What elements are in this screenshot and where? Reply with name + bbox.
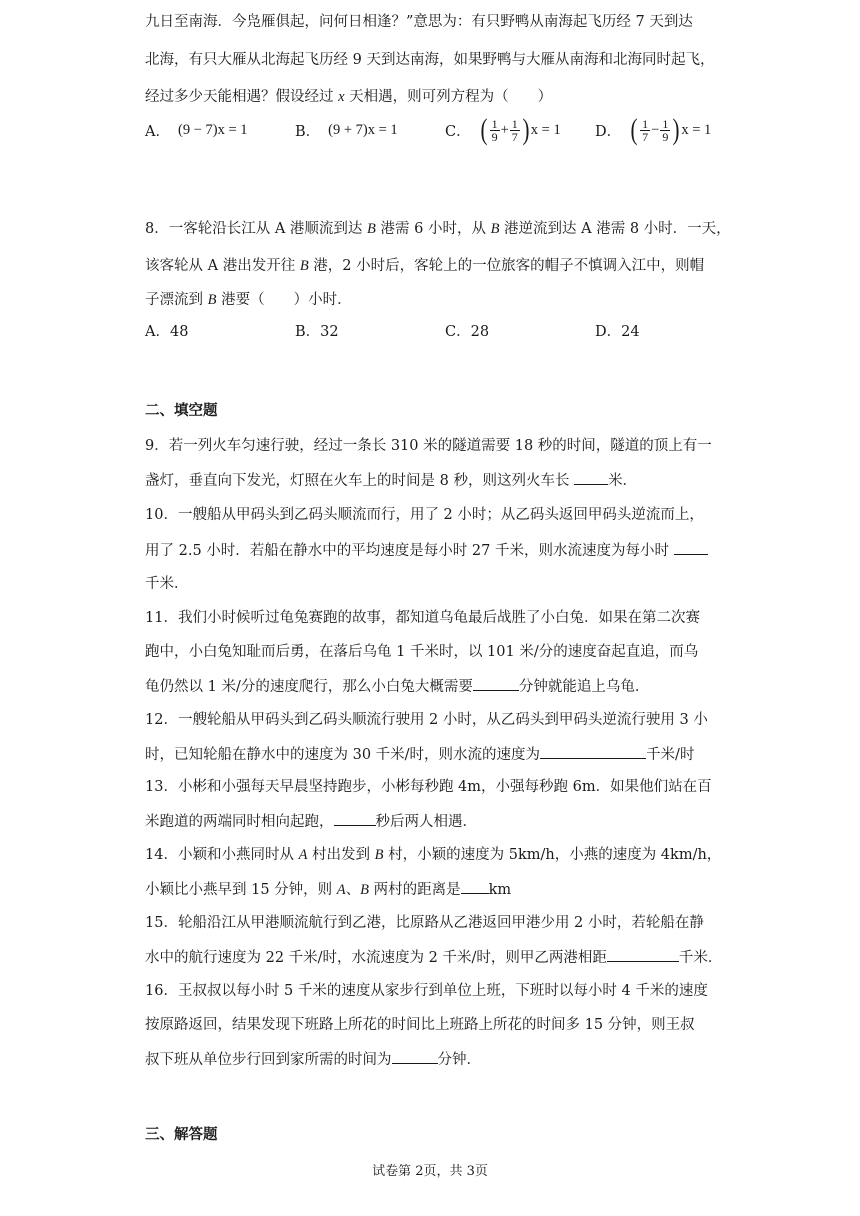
q10-line-1: 10．一艘船从甲码头到乙码头顺流而行，用了 2 小时；从乙码头返回甲码头逆流而上， bbox=[145, 507, 704, 523]
q12-answer-blank[interactable] bbox=[540, 744, 646, 759]
q13-answer-blank[interactable] bbox=[334, 811, 376, 826]
q8-line-2: 该客轮从 A 港出发开往 B 港，2 小时后，客轮上的一位旅客的帽子不慎调入江中，则帽 bbox=[145, 258, 705, 274]
q9-line-1: 9．若一列火车匀速行驶，经过一条长 310 米的隧道需要 18 秒的时间，隧道的顶上有一 bbox=[145, 438, 712, 454]
q13-line-2: 米跑道的两端同时相向起跑， 秒后两人相遇． bbox=[145, 811, 725, 832]
q8-line-3: 子漂流到 B 港要（ ）小时． bbox=[145, 292, 352, 308]
q8-option-b[interactable]: B．32 bbox=[295, 323, 339, 340]
q7-option-b[interactable]: B． (9 + 7)x = 1 bbox=[295, 121, 398, 140]
q14-answer-blank[interactable] bbox=[461, 879, 489, 894]
section-heading-solutions: 三、解答题 bbox=[145, 1126, 218, 1143]
q14-line-1: 14．小颖和小燕同时从 A 村出发到 B 村，小颖的速度为 5km/h，小燕的速度为 4km/h， bbox=[145, 847, 722, 863]
q7-line-1: 九日至南海．今凫雁俱起，问何日相逢？”意思为：有只野鸭从南海起飞历经 7 天到达 bbox=[145, 14, 693, 30]
q9-line-2: 盏灯，垂直向下发光，灯照在火车上的时间是 8 秒，则这列火车长 米． bbox=[145, 470, 725, 491]
q8-option-c[interactable]: C．28 bbox=[445, 323, 490, 340]
q10-line-2: 用了 2.5 小时．若船在静水中的平均速度是每小时 27 千米，则水流速度为每小时 bbox=[145, 540, 725, 561]
q15-answer-blank[interactable] bbox=[607, 947, 679, 962]
q12-line-1: 12．一艘轮船从甲码头到乙码头顺流行驶用 2 小时，从乙码头到甲码头逆流行驶用 3 小 bbox=[145, 712, 708, 728]
q11-line-1: 11．我们小时候听过龟兔赛跑的故事，都知道乌龟最后战胜了小白兔．如果在第二次赛 bbox=[145, 610, 700, 626]
q16-answer-blank[interactable] bbox=[392, 1049, 438, 1064]
q10-answer-blank[interactable] bbox=[674, 540, 708, 555]
q11-answer-blank[interactable] bbox=[473, 676, 519, 691]
q7-line-3: 经过多少天能相遇？假设经过 x 天相遇，则可列方程为（ ） bbox=[145, 89, 553, 105]
q16-line-3: 叔下班从单位步行回到家所需的时间为 分钟． bbox=[145, 1049, 725, 1070]
q8-option-d[interactable]: D．24 bbox=[595, 323, 640, 340]
q8-line-1: 8．一客轮沿长江从 A 港顺流到达 B 港需 6 小时，从 B 港逆流到达 A 港需 8 小时．一天， bbox=[145, 221, 731, 237]
q7-option-c[interactable]: C． ( $\frac{1}{9}$ + $\frac{1}{7}$ ) x = 1 bbox=[445, 113, 561, 146]
q15-line-2: 水中的航行速度为 22 千米/时，水流速度为 2 千米/时，则甲乙两港相距 千米． bbox=[145, 947, 725, 968]
q15-line-1: 15．轮船沿江从甲港顺流航行到乙港，比原路从乙港返回甲港少用 2 小时，若轮船在静 bbox=[145, 915, 704, 931]
q13-line-1: 13．小彬和小强每天早晨坚持跑步，小彬每秒跑 4m，小强每秒跑 6m．如果他们站在百 bbox=[145, 779, 712, 795]
q12-line-2: 时，已知轮船在静水中的速度为 30 千米/时，则水流的速度为 千米/时 bbox=[145, 744, 725, 765]
q8-option-a[interactable]: A．48 bbox=[145, 323, 189, 340]
q10-line-3: 千米． bbox=[145, 576, 189, 592]
q7-option-a[interactable]: A． (9 − 7)x = 1 bbox=[145, 121, 248, 140]
q11-line-3: 龟仍然以 1 米/分的速度爬行，那么小白兔大概需要 分钟就能追上乌龟． bbox=[145, 676, 725, 697]
q7-option-d[interactable]: D． ( $\frac{1}{7}$ − $\frac{1}{9}$ ) x = 1 bbox=[595, 113, 712, 146]
q16-line-2: 按原路返回，结果发现下班路上所花的时间比上班路上所花的时间多 15 分钟，则王叔 bbox=[145, 1017, 695, 1033]
q11-line-2: 跑中，小白兔知耻而后勇，在落后乌龟 1 千米时，以 101 米/分的速度奋起直追，而乌 bbox=[145, 644, 699, 660]
q7-options bbox=[145, 113, 725, 146]
q9-answer-blank[interactable] bbox=[574, 470, 608, 485]
q7-line-2: 北海，有只大雁从北海起飞历经 9 天到达南海，如果野鸭与大雁从南海和北海同时起飞， bbox=[145, 52, 715, 68]
q14-line-2: 小颖比小燕早到 15 分钟，则 A、B 两村的距离是 km bbox=[145, 879, 725, 900]
q8-options bbox=[145, 318, 725, 342]
q16-line-1: 16．王叔叔以每小时 5 千米的速度从家步行到单位上班，下班时以每小时 4 千米的速度 bbox=[145, 983, 708, 999]
page-footer: 试卷第 2页，共 3页 bbox=[372, 1164, 488, 1179]
section-heading-fill-in: 二、填空题 bbox=[145, 402, 218, 419]
